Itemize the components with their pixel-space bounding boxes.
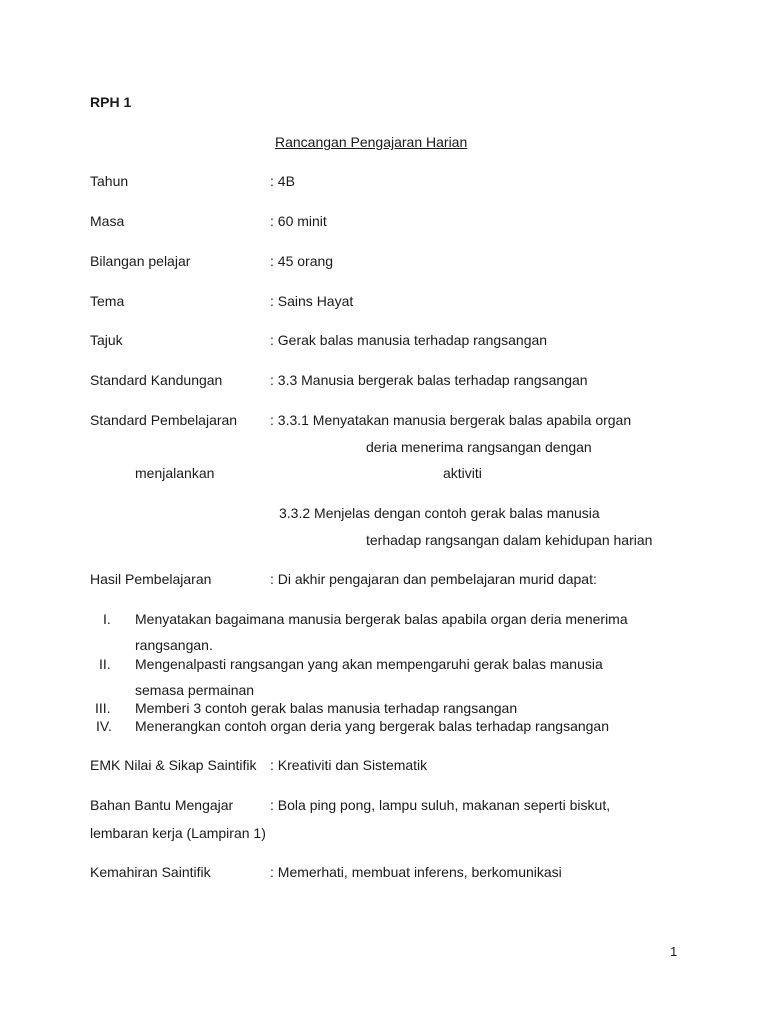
bahan-bantu-value-continued: lembaran kerja (Lampiran 1) <box>90 825 266 841</box>
hasil-pembelajaran-label: Hasil Pembelajaran <box>90 571 212 587</box>
standard-pembelajaran-line: deria menerima rangsangan dengan <box>366 439 592 455</box>
objective-text: Menyatakan bagaimana manusia bergerak balas apabila organ deria menerima <box>135 611 628 627</box>
page-number: 1 <box>670 944 678 959</box>
standard-pembelajaran-line: menjalankan <box>135 465 215 481</box>
kemahiran-saintifik-label: Kemahiran Saintifik <box>90 864 211 880</box>
objective-text: semasa permainan <box>135 682 255 698</box>
kemahiran-saintifik-value: : Memerhati, membuat inferens, berkomunikasi <box>270 864 562 880</box>
bilangan-value: : 45 orang <box>270 253 334 269</box>
objective-text: Mengenalpasti rangsangan yang akan mempengaruhi gerak balas manusia <box>135 656 603 672</box>
standard-pembelajaran-line: : 3.3.1 Menyatakan manusia bergerak balas apabila organ <box>270 412 632 428</box>
objective-number: III. <box>95 700 111 716</box>
standard-kandungan-value: : 3.3 Manusia bergerak balas terhadap rangsangan <box>270 372 588 388</box>
standard-pembelajaran-line: terhadap rangsangan dalam kehidupan harian <box>366 532 653 548</box>
objective-text: Memberi 3 contoh gerak balas manusia terhadap rangsangan <box>135 700 518 716</box>
standard-pembelajaran-line: 3.3.2 Menjelas dengan contoh gerak balas manusia <box>279 505 600 521</box>
objective-text: rangsangan. <box>135 637 213 653</box>
tahun-label: Tahun <box>90 173 129 189</box>
tahun-value: : 4B <box>270 173 295 189</box>
standard-pembelajaran-label: Standard Pembelajaran <box>90 412 238 428</box>
tema-value: : Sains Hayat <box>270 293 354 309</box>
emk-label: EMK Nilai & Sikap Saintifik <box>90 757 257 773</box>
bahan-bantu-value: : Bola ping pong, lampu suluh, makanan seperti biskut, <box>270 797 611 813</box>
standard-kandungan-label: Standard Kandungan <box>90 372 223 388</box>
page-heading: RPH 1 <box>90 94 132 110</box>
emk-value: : Kreativiti dan Sistematik <box>270 757 428 773</box>
document-title: Rancangan Pengajaran Harian <box>275 134 468 150</box>
tema-label: Tema <box>90 293 125 309</box>
objective-number: I. <box>103 611 111 627</box>
masa-label: Masa <box>90 213 125 229</box>
bilangan-label: Bilangan pelajar <box>90 253 191 269</box>
hasil-pembelajaran-value: : Di akhir pengajaran dan pembelajaran murid dapat: <box>270 571 597 587</box>
objective-text: Menerangkan contoh organ deria yang bergerak balas terhadap rangsangan <box>135 718 610 734</box>
bahan-bantu-label: Bahan Bantu Mengajar <box>90 797 234 813</box>
masa-value: : 60 minit <box>270 213 327 229</box>
tajuk-label: Tajuk <box>90 332 123 348</box>
standard-pembelajaran-line: aktiviti <box>443 465 482 481</box>
tajuk-value: : Gerak balas manusia terhadap rangsangan <box>270 332 548 348</box>
objective-number: IV. <box>96 718 112 734</box>
objective-number: II. <box>99 656 111 672</box>
